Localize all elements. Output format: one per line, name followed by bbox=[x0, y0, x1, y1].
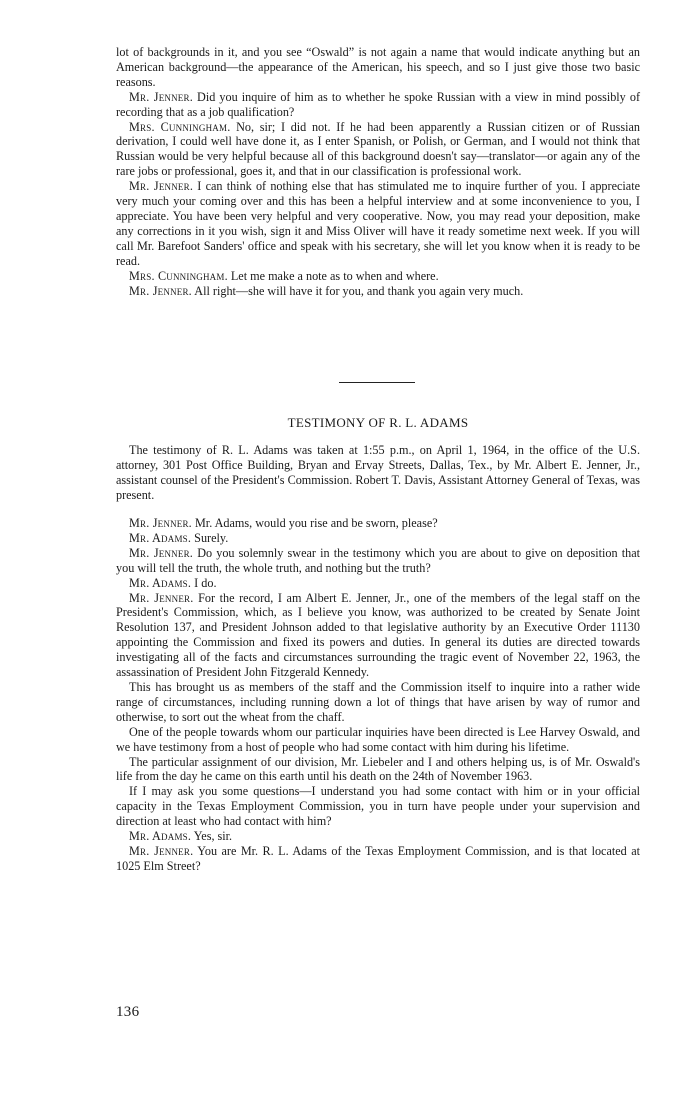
section-divider bbox=[339, 382, 415, 383]
paragraph bbox=[116, 179, 640, 268]
speaker-name: Mr. Jenner. bbox=[129, 545, 194, 560]
page-number: 136 bbox=[116, 1004, 140, 1020]
paragraph bbox=[116, 45, 640, 90]
paragraph-text: lot of backgrounds in it, and you see “Oswald” is not again a name that would indicate anything but an American background—the appearance of the American, his speech, and so I just give those two basic reasons. bbox=[116, 45, 640, 89]
paragraph bbox=[116, 725, 640, 755]
paragraph bbox=[116, 680, 640, 725]
paragraph bbox=[116, 269, 640, 284]
paragraph-text: All right—she will have it for you, and thank you again very much. bbox=[191, 283, 524, 298]
paragraph-text: I can think of nothing else that has stimulated me to inquire further of you. I appreciate very much your coming over and this has been a helpful interview and at some inconvenience to you, I appreciate. You have been very helpful and very cooperative. Now, you may read your deposition, make any corrections in it you wish, sign it and Miss Oliver will have it ready sometime next week. If you will call Mr. Barefoot Sanders' office and speak with his secretary, she will let you know when it is ready to be read. bbox=[116, 179, 640, 268]
speaker-name: Mr. Jenner. bbox=[129, 89, 193, 104]
speaker-name: Mr. Adams. bbox=[129, 530, 192, 545]
paragraph-text: No, sir; I did not. If he had been apparently a Russian citizen or of Russian derivation, I could well have done it, as I enter Spanish, or Polish, or German, and I would not think that Russian would be very helpful because all of this background doesn't say—translator—or again any of the rare jobs or professional, goes it, and that in our classification is professional work. bbox=[116, 119, 640, 179]
paragraph-text: Did you inquire of him as to whether he spoke Russian with a view in mind possibly of recording that as a job qualification? bbox=[116, 89, 641, 119]
paragraph-text: The testimony of R. L. Adams was taken at 1:55 p.m., on April 1, 1964, in the office of the U.S. attorney, 301 Post Office Building, Bryan and Ervay Streets, Dallas, Tex., by Mr. Albert E. Jenner, Jr., assistant counsel of the President's Commission. Robert T. Davis, Assistant Attorney General of Texas, was present. bbox=[116, 443, 640, 502]
paragraph-text: I do. bbox=[191, 575, 217, 590]
speaker-name: Mrs. Cunningham. bbox=[129, 119, 231, 134]
speaker-name: Mr. Adams. bbox=[129, 575, 192, 590]
speaker-name: Mr. Jenner. bbox=[129, 516, 192, 530]
speaker-name: Mr. Jenner. bbox=[129, 283, 192, 298]
paragraph bbox=[116, 284, 640, 299]
paragraph-text: If I may ask you some questions—I understand you had some contact with him or in your official capacity in the Texas Employment Commission, you in turn have people under your supervision and direction at least who had contact with him? bbox=[116, 784, 640, 829]
paragraph bbox=[116, 531, 640, 546]
paragraph-text: Let me make a note as to when and where. bbox=[227, 268, 439, 283]
paragraph-text: Do you solemnly swear in the testimony which you are about to give on deposition that you will tell the truth, the whole truth, and nothing but the truth? bbox=[116, 545, 640, 575]
speaker-name: Mr. Adams. bbox=[129, 829, 192, 844]
paragraph bbox=[116, 90, 640, 120]
paragraph bbox=[116, 120, 640, 180]
paragraph-text: You are Mr. R. L. Adams of the Texas Employment Commission, and is that located at 1025 Elm Street? bbox=[116, 843, 640, 873]
paragraph-text: One of the people towards whom our particular inquiries have been directed is Lee Harvey Oswald, and we have testimony from a host of people who had some contact with him during his lifetime. bbox=[116, 724, 640, 754]
speaker-name: Mr. Jenner. bbox=[129, 179, 194, 194]
paragraph bbox=[116, 784, 640, 829]
speaker-name: Mr. Jenner. bbox=[129, 590, 194, 605]
paragraph bbox=[116, 591, 640, 680]
paragraph bbox=[116, 516, 640, 531]
testimony-preamble bbox=[116, 443, 640, 503]
paragraph-text: Yes, sir. bbox=[191, 829, 233, 844]
section-heading: TESTIMONY OF R. L. ADAMS bbox=[287, 415, 469, 430]
paragraph-text: For the record, I am Albert E. Jenner, Jr., one of the members of the legal staff on the President's Commission, which, as I believe you know, was authorized to be created by Senate Joint Resolution 137, and President Johnson added to that legislative authority by an Executive Order 11130 appointing the Commission and fixed its powers and duties. In general its duties are directed towards investigating all of the facts and circumstances surrounding the tragic event of November 22, 1963, the assassination of President John Fitzgerald Kennedy. bbox=[116, 590, 641, 680]
speaker-name: Mrs. Cunningham. bbox=[129, 268, 228, 283]
adams-testimony bbox=[116, 516, 640, 874]
paragraph bbox=[116, 443, 640, 503]
paragraph-text: The particular assignment of our division, Mr. Liebeler and I and others helping us, is of Mr. Oswald's life from the day he came on this earth until his death on the 24th of November 1963. bbox=[116, 754, 640, 784]
paragraph-text: This has brought us as members of the staff and the Commission itself to inquire into a rather wide range of circumstances, including running down a lot of things that have arisen by way of rumor and otherwise, to sort out the wheat from the chaff. bbox=[116, 679, 640, 724]
paragraph-text: Surely. bbox=[191, 530, 229, 545]
paragraph bbox=[116, 844, 640, 874]
speaker-name: Mr. Jenner. bbox=[129, 843, 194, 858]
paragraph bbox=[116, 576, 640, 591]
paragraph bbox=[116, 755, 640, 785]
paragraph bbox=[116, 546, 640, 576]
paragraph-text: Mr. Adams, would you rise and be sworn, please? bbox=[191, 516, 438, 530]
continued-testimony bbox=[116, 45, 640, 298]
paragraph bbox=[116, 829, 640, 844]
